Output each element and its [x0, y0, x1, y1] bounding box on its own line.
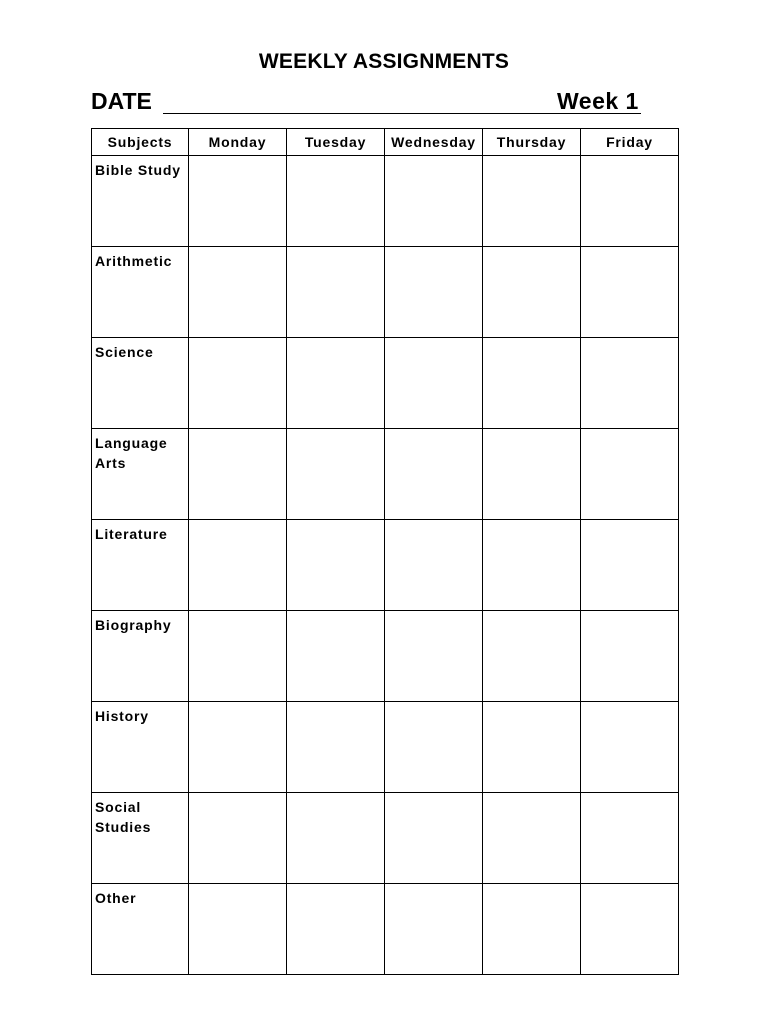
assignment-cell[interactable] [483, 611, 581, 702]
assignment-cell[interactable] [581, 520, 679, 611]
column-header-monday: Monday [189, 129, 287, 156]
subject-cell: Language Arts [92, 429, 189, 520]
table-row [92, 611, 679, 702]
assignment-cell[interactable] [287, 793, 385, 884]
assignment-cell[interactable] [189, 429, 287, 520]
table-row [92, 793, 679, 884]
assignment-cell[interactable] [189, 611, 287, 702]
assignment-cell[interactable] [385, 429, 483, 520]
assignment-cell[interactable] [385, 338, 483, 429]
page-title: WEEKLY ASSIGNMENTS [258, 50, 510, 73]
subject-cell: Arithmetic [92, 247, 189, 338]
assignment-cell[interactable] [385, 247, 483, 338]
assignment-cell[interactable] [483, 702, 581, 793]
table-row [92, 884, 679, 975]
assignment-cell[interactable] [385, 611, 483, 702]
assignment-cell[interactable] [189, 520, 287, 611]
assignment-cell[interactable] [287, 156, 385, 247]
column-header-wednesday: Wednesday [385, 129, 483, 156]
assignment-cell[interactable] [385, 156, 483, 247]
subject-cell: Literature [92, 520, 189, 611]
assignment-cell[interactable] [287, 520, 385, 611]
assignment-cell[interactable] [483, 247, 581, 338]
table-row [92, 702, 679, 793]
assignment-cell[interactable] [581, 338, 679, 429]
table-row [92, 156, 679, 247]
assignment-cell[interactable] [385, 793, 483, 884]
table-row [92, 338, 679, 429]
assignment-cell[interactable] [483, 156, 581, 247]
assignment-cell[interactable] [581, 611, 679, 702]
header-row [92, 129, 679, 156]
assignment-cell[interactable] [287, 702, 385, 793]
week-label: Week 1 [557, 88, 639, 114]
assignment-cell[interactable] [483, 429, 581, 520]
table-row [92, 520, 679, 611]
assignment-cell[interactable] [189, 156, 287, 247]
assignment-cell[interactable] [581, 702, 679, 793]
assignment-cell[interactable] [483, 884, 581, 975]
assignment-cell[interactable] [287, 429, 385, 520]
assignment-cell[interactable] [189, 884, 287, 975]
column-header-thursday: Thursday [483, 129, 581, 156]
assignment-cell[interactable] [385, 520, 483, 611]
assignment-cell[interactable] [483, 793, 581, 884]
assignment-cell[interactable] [287, 338, 385, 429]
subject-cell: History [92, 702, 189, 793]
assignment-cell[interactable] [581, 247, 679, 338]
column-header-tuesday: Tuesday [287, 129, 385, 156]
subject-cell: Other [92, 884, 189, 975]
assignment-cell[interactable] [189, 793, 287, 884]
subject-cell: Science [92, 338, 189, 429]
assignment-cell[interactable] [385, 884, 483, 975]
subject-cell: Bible Study [92, 156, 189, 247]
assignment-cell[interactable] [483, 338, 581, 429]
subject-cell: Social Studies [92, 793, 189, 884]
column-header-friday: Friday [581, 129, 679, 156]
assignment-cell[interactable] [581, 793, 679, 884]
assignment-cell[interactable] [483, 520, 581, 611]
assignment-cell[interactable] [581, 429, 679, 520]
assignments-table [91, 128, 679, 975]
table-row [92, 429, 679, 520]
assignment-cell[interactable] [287, 247, 385, 338]
assignment-cell[interactable] [287, 611, 385, 702]
assignment-cell[interactable] [385, 702, 483, 793]
assignment-cell[interactable] [581, 884, 679, 975]
assignment-cell[interactable] [287, 884, 385, 975]
assignment-cell[interactable] [189, 338, 287, 429]
assignment-cell[interactable] [189, 247, 287, 338]
date-label: DATE [91, 88, 152, 114]
date-row [91, 88, 661, 122]
column-header-subjects: Subjects [92, 129, 189, 156]
assignment-cell[interactable] [581, 156, 679, 247]
subject-cell: Biography [92, 611, 189, 702]
table-row [92, 247, 679, 338]
assignment-cell[interactable] [189, 702, 287, 793]
